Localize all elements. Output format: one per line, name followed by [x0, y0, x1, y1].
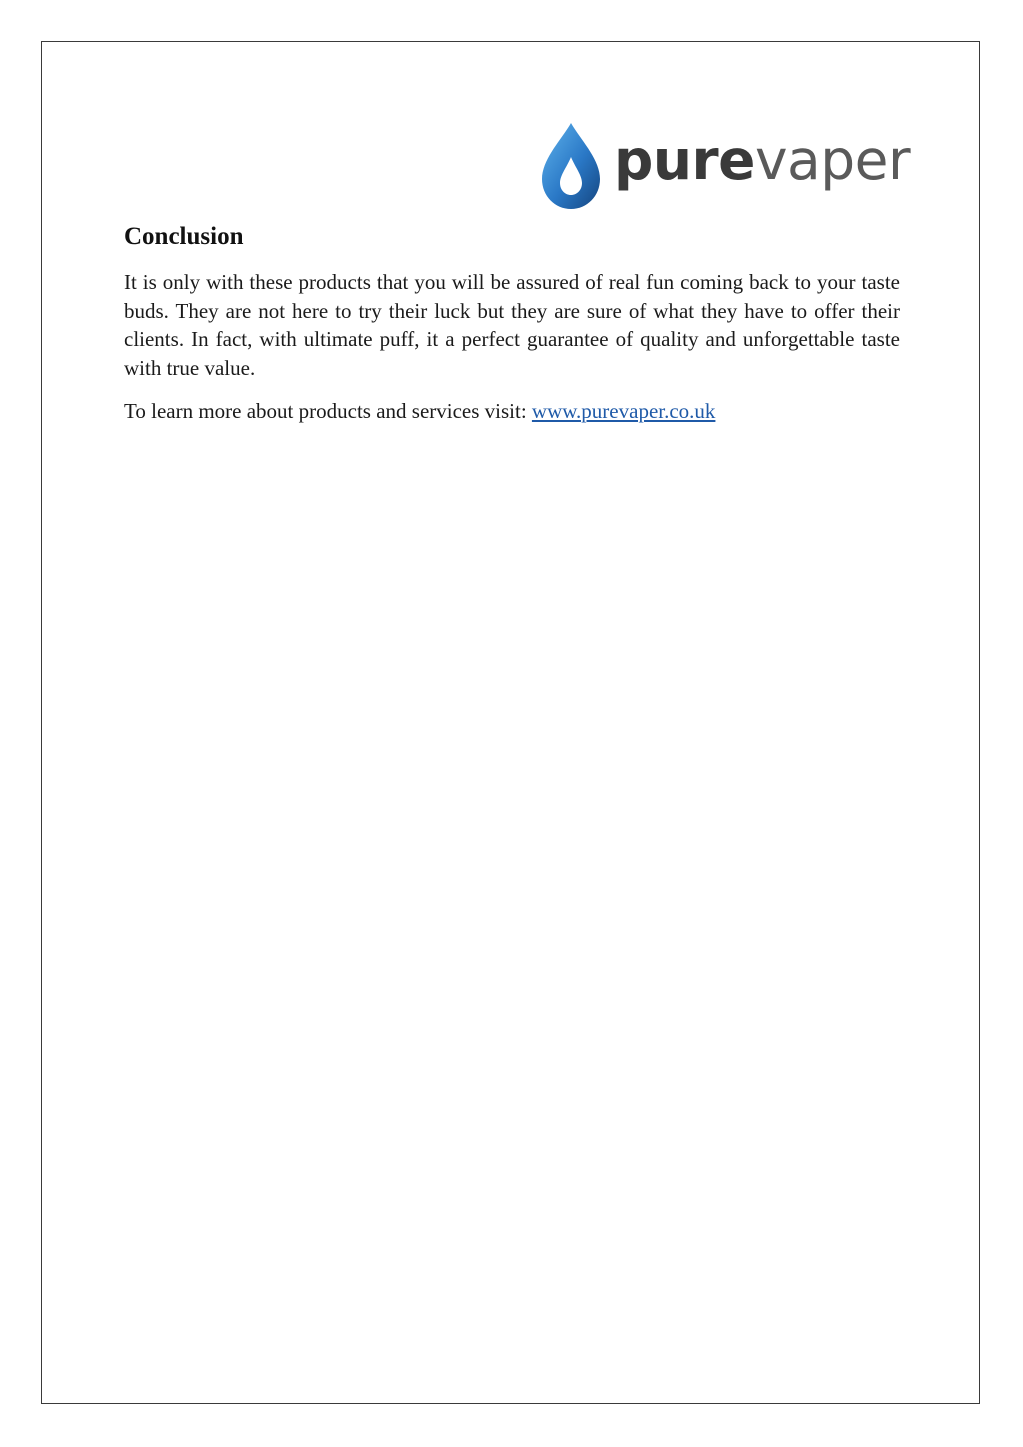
logo-text-bold: pure: [614, 127, 755, 192]
purevaper-logo: [540, 120, 911, 212]
website-link[interactable]: www.purevaper.co.uk: [531, 399, 716, 423]
visit-line: [124, 396, 715, 426]
water-drop-icon: [540, 121, 602, 211]
visit-prefix: To learn more about products and services visit:: [124, 399, 532, 423]
conclusion-paragraph: It is only with these products that you will be assured of real fun coming back to your taste buds. They are not here to try their luck but they are sure of what they have to offer their clients. In fact, with ultimate puff, it a perfect guarantee of quality and unforgettable taste with true value.: [124, 270, 900, 380]
section-heading: Conclusion: [124, 223, 244, 250]
logo-text-light: vaper: [754, 127, 911, 192]
logo-wordmark: [614, 127, 911, 192]
